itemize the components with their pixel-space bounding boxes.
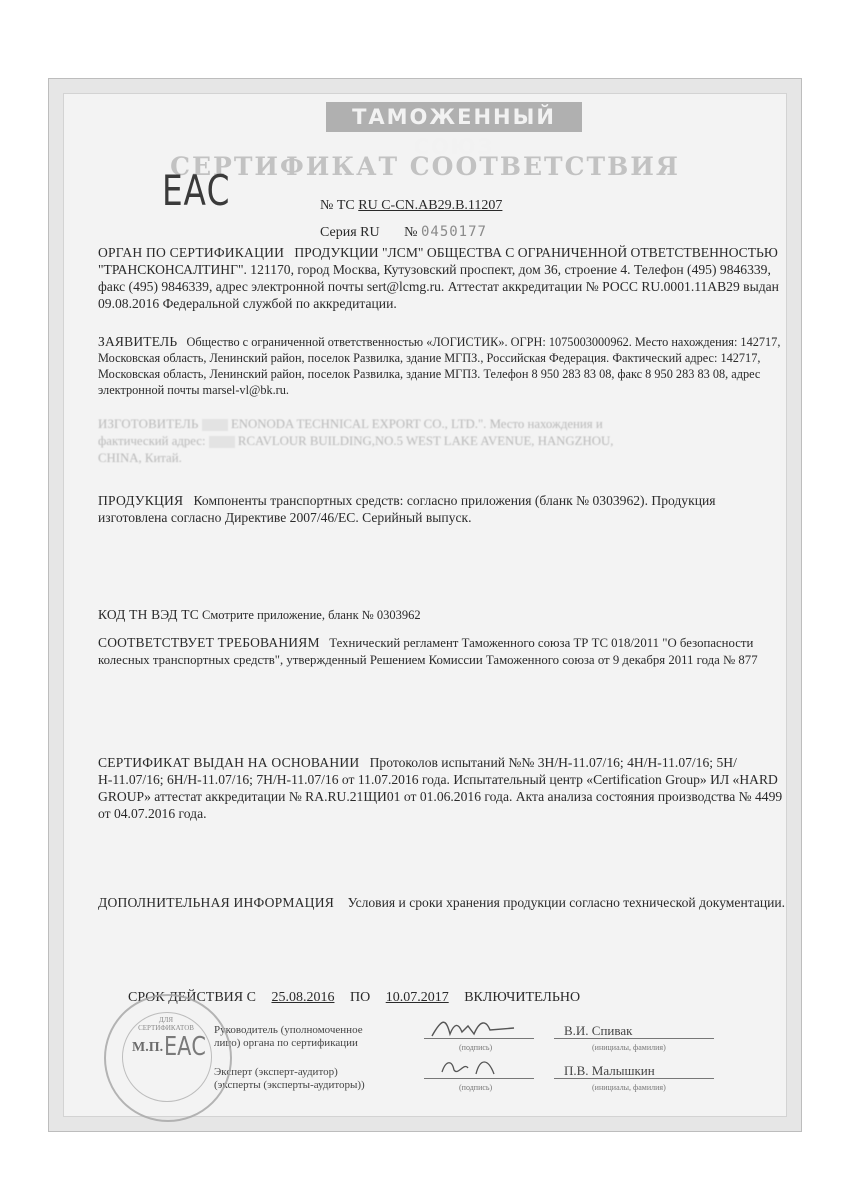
additional-info-section (98, 894, 788, 911)
manufacturer-section (98, 416, 788, 467)
head-name-caption: (инициалы, фамилия) (592, 1043, 666, 1052)
head-name-line (554, 1038, 714, 1039)
expert-name-line (554, 1078, 714, 1079)
additional-label: ДОПОЛНИТЕЛЬНАЯ ИНФОРМАЦИЯ (98, 895, 334, 910)
head-signature (428, 1014, 518, 1042)
product-label: ПРОДУКЦИЯ (98, 493, 184, 508)
validity-inclusive: ВКЛЮЧИТЕЛЬНО (464, 990, 581, 1005)
certification-body (98, 244, 788, 312)
validity-label: СРОК ДЕЙСТВИЯ С (128, 990, 256, 1005)
manufacturer-text-c: CHINA, Китай. (98, 451, 182, 465)
head-signature-caption: (подпись) (459, 1043, 493, 1052)
product-text: Компоненты транспортных средств: согласно приложения (бланк № 0303962). Продукция изготовлена согласно Директиве 2007/46/ЕС. Серийный выпуск. (98, 493, 716, 525)
redacted-block (209, 436, 235, 448)
applicant-text: Общество с ограниченной ответственностью «ЛОГИСТИК». ОГРН: 1075003000962. Место нахождения: 142717, Московская область, Ленинский район, поселок Развилка, здание МГПЗ., Российская Федерация. Фактический адрес: 142717, Московская область, Ленинский район, поселок Развилка, здание МГПЗ. Телефон 8 950 283 83 08, факс 8 950 283 83 08, адрес электронной почты marsel-vl@bk.ru. (98, 335, 781, 397)
number-label: № ТС (320, 198, 355, 213)
redacted-block (202, 419, 228, 431)
certificate-title: СЕРТИФИКАТ СООТВЕТСТВИЯ (170, 152, 680, 181)
expert-signature-label: Эксперт (эксперт-аудитор) (эксперты (эксперты-аудиторы)) (214, 1066, 365, 1091)
organization-stamp (104, 994, 232, 1122)
validity-to: 10.07.2017 (385, 990, 449, 1005)
expert-signature (436, 1054, 506, 1080)
series-line (320, 224, 487, 241)
certificate-frame (63, 93, 787, 1117)
basis-text: Протоколов испытаний №№ 3Н/Н-11.07/16; 4Н/Н-11.07/16; 5Н/Н-11.07/16; 6Н/Н-11.07/16; 7Н/Н-11.07/16 от 11.07.2016 года. Испытательный центр «Certification Group» ИЛ «HARD GROUP» аттестат аккредитации № RA.RU.21ЩИ01 от 01.06.2016 года. Акта анализа состояния производства № 4499 от 04.07.2016 года. (98, 755, 783, 821)
stamp-text: ДЛЯ СЕРТИФИКАТОВ (138, 1016, 194, 1032)
eac-logo: ЕАС (162, 166, 231, 215)
applicant-section (98, 334, 788, 398)
organ-label: ОРГАН ПО СЕРТИФИКАЦИИ (98, 245, 285, 260)
manufacturer-address-label: фактический адрес: (98, 434, 206, 448)
product-section (98, 492, 788, 526)
organ-text: ПРОДУКЦИИ "ЛСМ" ОБЩЕСТВА С ОГРАНИЧЕННОЙ ОТВЕТСТВЕННОСТЬЮ "ТРАНСКОНСАЛТИНГ". 121170, город Москва, Кутузовский проспект, дом 36, строение 4. Телефон (495) 9846339, факс (495) 9846339, адрес электронной почты sert@lcmg.ru. Аттестат аккредитации № РОСС RU.0001.11АВ29 выдан 09.08.2016 Федеральной службой по аккредитации. (98, 245, 779, 311)
series-no-label: № (404, 225, 418, 240)
code-section (98, 606, 788, 624)
certificate-sheet (48, 78, 802, 1132)
code-label: КОД ТН ВЭД ТС (98, 607, 199, 622)
basis-section (98, 754, 788, 822)
expert-signature-caption: (подпись) (459, 1083, 493, 1092)
customs-union-banner: ТАМОЖЕННЫЙ СОЮЗ (326, 102, 582, 132)
requirements-label: СООТВЕТСТВУЕТ ТРЕБОВАНИЯМ (98, 635, 320, 650)
head-name: В.И. Спивак (564, 1023, 633, 1038)
manufacturer-label: ИЗГОТОВИТЕЛЬ (98, 417, 199, 431)
manufacturer-text-b: RCAVLOUR BUILDING,NO.5 WEST LAKE AVENUE, HANGZHOU, (237, 434, 614, 448)
validity-by: ПО (349, 990, 371, 1005)
requirements-section (98, 634, 788, 669)
series-number: 0450177 (420, 224, 487, 240)
validity-period (128, 990, 788, 1006)
stamp-eac-logo: ЕАС (164, 1032, 206, 1062)
certificate-number (320, 198, 502, 214)
stamp-mp: М.П. (132, 1040, 164, 1055)
applicant-label: ЗАЯВИТЕЛЬ (98, 334, 178, 349)
code-text: Смотрите приложение, бланк № 0303962 (202, 608, 421, 622)
validity-from: 25.08.2016 (271, 990, 335, 1005)
additional-text: Условия и сроки хранения продукции согласно технической документации. (347, 895, 786, 910)
head-signature-label: Руководитель (уполномоченное лицо) органа по сертификации (214, 1024, 363, 1049)
number-value: RU C-CN.АВ29.В.11207 (358, 198, 503, 213)
expert-name-caption: (инициалы, фамилия) (592, 1083, 666, 1092)
manufacturer-text-a: ENONODA TECHNICAL EXPORT CO., LTD.". Место нахождения и (230, 417, 603, 431)
basis-label: СЕРТИФИКАТ ВЫДАН НА ОСНОВАНИИ (98, 755, 360, 770)
requirements-text: Технический регламент Таможенного союза ТР ТС 018/2011 "О безопасности колесных транспортных средств", утвержденный Решением Комиссии Таможенного союза от 9 декабря 2011 года № 877 (98, 636, 758, 667)
expert-name: П.В. Малышкин (564, 1063, 655, 1078)
series-label: Серия RU (320, 225, 380, 240)
